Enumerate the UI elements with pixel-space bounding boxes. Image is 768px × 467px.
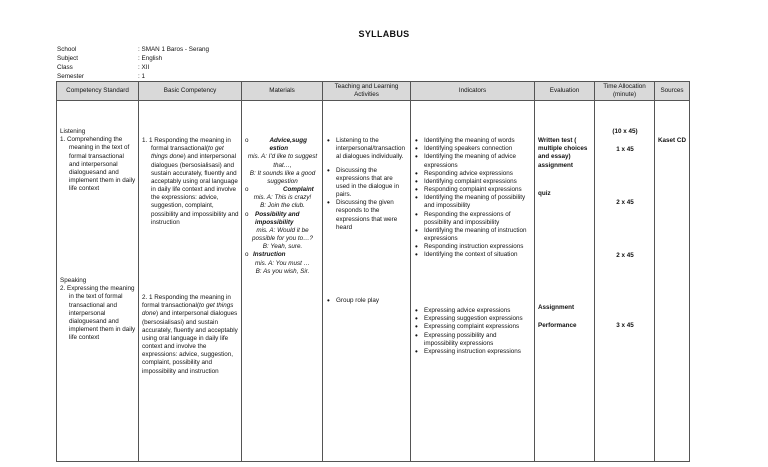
cell-time-allocation <box>595 101 655 462</box>
material-bullet: o <box>245 251 249 259</box>
meta-row-subject <box>57 54 338 63</box>
list-item: • Discussing the given responds to the expressions that were heard <box>326 199 408 232</box>
list-item: • Identifying the meaning of advice expressions <box>414 153 532 169</box>
time-item: 2 x 45 <box>616 199 634 206</box>
list-item: • Discussing the expressions that are used in the dialogue in pairs. <box>326 167 408 200</box>
activities-list-2 <box>326 297 408 305</box>
header-evaluation: Evaluation <box>535 82 595 101</box>
meta-value: : XII <box>138 64 150 71</box>
material-instruction-heading <box>245 251 320 259</box>
material-complaint-heading <box>245 186 320 194</box>
basic-competency-1 <box>142 137 239 227</box>
cell-materials <box>242 101 323 462</box>
material-heading: Advice,sugg estion <box>269 137 307 153</box>
list-item: • Responding the expressions of possibility and impossibility <box>414 211 532 227</box>
time-item: 3 x 45 <box>616 322 634 329</box>
material-line: B: It sounds like a good suggestion <box>249 169 316 185</box>
cell-sources <box>655 101 690 462</box>
meta-key: Class <box>57 64 73 71</box>
syllabus-table <box>56 81 690 462</box>
material-possibility-heading <box>245 211 320 227</box>
list-item: • Responding complaint expressions <box>414 186 532 194</box>
cell-basic-competency <box>139 101 242 462</box>
material-heading: Complaint <box>283 186 314 194</box>
header-teaching-learning: Teaching and Learning Activities <box>323 82 411 101</box>
meta-key: School <box>57 46 77 53</box>
list-item: • Identifying the meaning of possibility and impossibility <box>414 194 532 210</box>
cell-evaluation <box>535 101 595 462</box>
list-item: • Expressing possibility and impossibility expressions <box>414 332 532 348</box>
material-line: B: Yeah, sure. <box>262 243 303 251</box>
list-item: • Identifying speakers connection <box>414 145 532 153</box>
material-heading: Possibility and impossibility <box>255 210 300 226</box>
list-item: • Listening to the interpersonal/transaction al dialogues individually. <box>326 137 408 162</box>
listening-text: 1. Comprehending the meaning in the text of formal transactional and interpersonal dialoguesand and implement them in daily life context <box>60 136 136 193</box>
bc1-suffix: ) and interpersonal dialogues (bersosialisasi) and sustain accurately, fluently and acceptably using oral language in daily life context and involve the expressions: advice, suggestion, complaint, possibility and impossibility and instruction <box>151 153 239 226</box>
table-row <box>57 101 690 462</box>
material-line: mis. A: You must … <box>255 259 310 267</box>
list-item: • Identifying the context of situation <box>414 251 532 259</box>
cell-indicators <box>411 101 535 462</box>
header-sources: Sources <box>655 82 690 101</box>
material-line: B: Join the club. <box>260 202 305 210</box>
activities-list-1 <box>326 137 408 232</box>
evaluation-assignment: Assignment <box>538 304 575 311</box>
material-advice-heading <box>245 137 320 153</box>
material-line: mis. A: I'd like to suggest that…, <box>247 153 318 169</box>
time-total: (10 x 45) <box>612 128 638 135</box>
bc1-italic: to get things done <box>151 145 224 161</box>
material-line: mis. A: Would it be possible for you to…? <box>252 226 313 243</box>
bc2-italic: to get things done <box>142 302 234 318</box>
sources-text: Kaset CD <box>658 137 686 144</box>
meta-key: Semester <box>57 73 84 80</box>
list-item: • Responding advice expressions <box>414 170 532 178</box>
list-item: • Expressing instruction expressions <box>414 348 532 356</box>
listening-block <box>60 128 136 193</box>
list-item: • Group role play <box>326 297 408 305</box>
list-item: • Expressing advice expressions <box>414 307 532 315</box>
listening-title: Listening <box>60 128 86 135</box>
indicators-list-1 <box>414 137 532 260</box>
evaluation-quiz: quiz <box>538 190 551 197</box>
basic-competency-2 <box>142 294 239 376</box>
cell-competency-standard <box>57 101 139 462</box>
list-item: • Responding instruction expressions <box>414 243 532 251</box>
material-line: B: As you wish, Sir. <box>255 267 310 275</box>
speaking-text: 2. Expressing the meaning in the text of formal transactional and interpersonal dialoguesand and implement them in daily life context <box>60 285 136 342</box>
meta-row-class <box>57 63 338 72</box>
speaking-title: Speaking <box>60 277 87 284</box>
meta-value: : SMAN 1 Baros - Serang <box>138 46 210 53</box>
cell-activities <box>323 101 411 462</box>
syllabus-title: SYLLABUS <box>358 29 410 39</box>
meta-row-semester <box>57 72 338 81</box>
table-header-row <box>57 82 690 101</box>
list-item: • Expressing suggestion expressions <box>414 315 532 323</box>
list-item: • Identifying the meaning of instruction expressions <box>414 227 532 243</box>
meta-value: : 1 <box>138 73 146 80</box>
material-bullet: o <box>245 186 249 194</box>
material-heading: Instruction <box>253 251 286 259</box>
time-item: 1 x 45 <box>616 146 634 153</box>
bc2-suffix: ) and interpersonal dialogues (bersosialisasi) and sustain accurately, fluently and acceptably using oral language in daily life context and involve the expressions: advice, suggestion, complaint, possibility and impossibility and instruction <box>142 310 238 375</box>
list-item: • Expressing complaint expressions <box>414 323 532 331</box>
bc1-prefix: 1. 1 Responding the meaning in formal transactional( <box>142 137 231 153</box>
indicators-list-2 <box>414 307 532 356</box>
materials-list <box>245 137 320 276</box>
meta-value: : English <box>138 55 163 62</box>
material-bullet: o <box>245 210 249 218</box>
list-item: • Identifying complaint expressions <box>414 178 532 186</box>
time-item: 2 x 45 <box>616 252 634 259</box>
meta-key: Subject <box>57 55 79 62</box>
syllabus-meta <box>57 45 338 81</box>
material-bullet: o <box>245 137 249 144</box>
speaking-block <box>60 277 136 342</box>
evaluation-performance: Performance <box>538 322 577 329</box>
bc2-prefix: 2. 1 Responding the meaning in formal transactional( <box>142 294 231 310</box>
header-time-allocation: Time Allocation (minute) <box>595 82 655 101</box>
list-item: • Identifying the meaning of words <box>414 137 532 145</box>
material-line: mis. A: This is crazy! <box>253 194 312 202</box>
meta-row-school <box>57 45 338 54</box>
header-competency-standard: Competency Standard <box>57 82 139 101</box>
evaluation-written: Written test ( multiple choices and essay) assignment <box>538 137 588 169</box>
header-indicators: Indicators <box>411 82 535 101</box>
header-materials: Materials <box>242 82 323 101</box>
header-basic-competency: Basic Competency <box>139 82 242 101</box>
